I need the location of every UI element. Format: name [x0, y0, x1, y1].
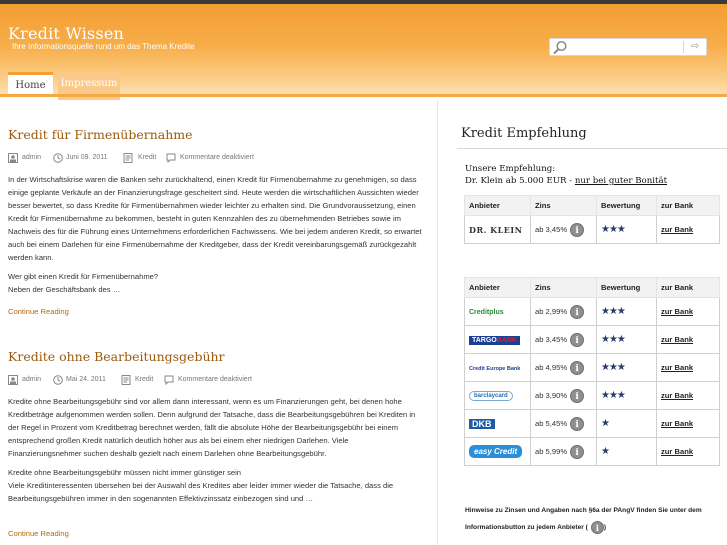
- post-date: Juni 09. 2011: [66, 154, 108, 161]
- zins-value: ab 3,90%: [535, 390, 568, 400]
- sidebar-title: Kredit Empfehlung: [461, 126, 587, 141]
- post-category[interactable]: Kredit: [135, 376, 154, 383]
- site-tagline: Ihre Informationsquelle rund um das Thema Kredite: [12, 42, 195, 51]
- sidebar-separator: [457, 148, 727, 149]
- table-row: [465, 298, 720, 326]
- rating-cell: [597, 438, 657, 466]
- bank-logo-cell: [465, 438, 531, 466]
- comments-icon: [164, 375, 174, 385]
- star-rating: ★: [601, 446, 609, 457]
- zur-bank-link[interactable]: zur Bank: [661, 447, 694, 456]
- date-icon: [53, 153, 63, 163]
- table-row: [465, 382, 720, 410]
- info-icon[interactable]: i: [570, 417, 584, 431]
- zins-value: ab 4,95%: [535, 362, 568, 372]
- zins-value: ab 3,45%: [535, 334, 568, 344]
- zur-bank-link[interactable]: zur Bank: [661, 391, 694, 400]
- comments-icon: [166, 153, 176, 163]
- info-icon: i: [591, 521, 604, 534]
- post-date: Mai 24. 2011: [66, 376, 106, 383]
- search-box: [549, 38, 707, 56]
- zins-value: ab 5,99%: [535, 446, 568, 456]
- info-icon[interactable]: i: [570, 389, 584, 403]
- rating-cell: [597, 410, 657, 438]
- bank-logo-cell: [465, 326, 531, 354]
- table-row: [465, 216, 720, 244]
- post-paragraph: Viele Kreditinteressenten übersehen bei der Auswahl des Kredites aber leider immer wieder die Tatsache, dass die Bearbeitungsgebühren immer in den sogenannten Effektivzinssatz einbezogen sind und …: [8, 481, 394, 503]
- table-row: [465, 354, 720, 382]
- rating-cell: [597, 298, 657, 326]
- zins-value: ab 5,45%: [535, 418, 568, 428]
- table-header-row: [465, 278, 720, 298]
- tab-home[interactable]: Home: [8, 72, 53, 100]
- zins-cell: [531, 410, 597, 438]
- post-paragraph: In der Wirtschaftskrise waren die Banken sehr zurückhaltend, einen Kredit für Firmenübernahme zu genehmigen, so dass einige geplante Verkäufe an der Finanzierungsfrage gescheitert sind. Heute werden die wirtschaftlichen Aussichten wieder besser bewertet, so dass Kredite für Firmenübernahmen wieder leichter zu erhalten sind. Die Grundvoraussetzung, einen Kredit für Firmenübernahme zu bekommen, besteht in guten Kennzahlen des zu übernehmenden Betriebes sowie im Nachweis des für die Führung eines Unternehmens erforderlichen Fachwissens. Wie bei jedem anderen Kredit, so erwartet auch bei einem Darlehen für eine Firmenübernahme der Kreditgeber, dass der Kredit vereinbarungsgemäß zurückgezahlt werden kann.: [8, 175, 422, 262]
- dr-klein-logo[interactable]: DR. KLEIN: [469, 224, 523, 235]
- info-icon[interactable]: i: [570, 333, 584, 347]
- bank-logo-cell: [465, 354, 531, 382]
- zur-bank-link[interactable]: zur Bank: [661, 225, 694, 234]
- zins-cell: [531, 438, 597, 466]
- zins-value: ab 3,45%: [535, 224, 568, 234]
- footnote-end: ): [603, 524, 607, 531]
- star-rating: ★★★: [601, 362, 625, 373]
- post-title[interactable]: Kredit für Firmenübernahme: [8, 127, 193, 142]
- post-comments: Kommentare deaktiviert: [178, 376, 252, 383]
- link-cell: [657, 216, 720, 244]
- easycredit-logo[interactable]: easy Credit: [469, 445, 522, 458]
- recommendation-text: [465, 175, 667, 187]
- rating-cell: [597, 326, 657, 354]
- footnote-text: Hinweise zu Zinsen und Angaben nach §6a der PAngV finden Sie unter dem Informationsbutton zu jedem Anbieter (: [465, 507, 702, 531]
- top-offer-table: [464, 195, 720, 244]
- post-paragraph: Kredite ohne Bearbeitungsgebühr sind vor allem dann interessant, wenn es um Finanzierungen geht, bei denen hohe Kreditbeträge aufgenommen werden sollen. Denn aufgrund der Tatsache, dass die Bearbeitungsgebühren bei Krediten in der Regel in Prozent vom Kreditbetrag berechnet werden, fällt die absolute Höhe der Bearbeitungsgebühr bei einem entsprechend großen Kredit natürlich deutlich höher aus als bei einem eher niedrigen Darlehen. Viele Finanzierungsnehmer suchen deshalb gezielt nach einem Darlehen ohne Bearbeitungsgebühr.: [8, 397, 416, 458]
- link-cell: [657, 410, 720, 438]
- link-cell: [657, 326, 720, 354]
- recommendation: [465, 163, 667, 187]
- zins-cell: [531, 216, 597, 244]
- bank-logo-cell: [465, 298, 531, 326]
- link-cell: [657, 298, 720, 326]
- col-header-zur-bank: zur Bank: [657, 278, 720, 298]
- post-category[interactable]: Kredit: [138, 154, 157, 161]
- date-icon: [53, 375, 63, 385]
- barclaycard-logo[interactable]: barclaycard: [469, 391, 513, 401]
- star-rating: ★: [601, 418, 609, 429]
- rating-cell: [597, 382, 657, 410]
- zur-bank-link[interactable]: zur Bank: [661, 419, 694, 428]
- credit-europe-bank-logo[interactable]: Credit Europe Bank: [469, 366, 521, 372]
- recommendation-label: Unsere Empfehlung:: [465, 164, 556, 174]
- zins-value: ab 2,99%: [535, 306, 568, 316]
- tab-impressum[interactable]: Impressum: [58, 72, 120, 100]
- star-rating: ★★★: [601, 224, 625, 235]
- creditplus-logo[interactable]: Creditplus: [469, 309, 504, 316]
- link-cell: [657, 354, 720, 382]
- col-header-zins: Zins: [531, 196, 597, 216]
- footnote: [465, 502, 723, 536]
- search-icon: [552, 40, 568, 55]
- bank-logo-cell: [465, 382, 531, 410]
- post-paragraph: Kredite ohne Bearbeitungsgebühr müssen nicht immer günstiger sein: [8, 468, 242, 477]
- post-paragraph: Wer gibt einen Kredit für Firmenübernahme?: [8, 272, 159, 281]
- table-row: [465, 438, 720, 466]
- zur-bank-link[interactable]: zur Bank: [661, 307, 694, 316]
- post-meta: [8, 374, 428, 386]
- zins-cell: [531, 354, 597, 382]
- link-cell: [657, 382, 720, 410]
- table-row: [465, 326, 720, 354]
- continue-reading-link[interactable]: Continue Reading: [8, 529, 69, 538]
- zur-bank-link[interactable]: zur Bank: [661, 363, 694, 372]
- targobank-logo-text: TARGO: [472, 336, 497, 344]
- col-header-bewertung: Bewertung: [597, 196, 657, 216]
- info-icon[interactable]: i: [570, 305, 584, 319]
- category-icon: [121, 375, 131, 385]
- rating-cell: [597, 354, 657, 382]
- offers-table: [464, 277, 720, 466]
- post-author[interactable]: admin: [22, 154, 42, 161]
- info-icon[interactable]: i: [570, 361, 584, 375]
- star-rating: ★★★: [601, 334, 625, 345]
- author-icon: [8, 375, 18, 385]
- star-rating: ★★★: [601, 390, 625, 401]
- col-header-zur-bank: zur Bank: [657, 196, 720, 216]
- recommendation-link[interactable]: nur bei guter Bonität: [574, 176, 668, 186]
- col-header-anbieter: Anbieter: [465, 196, 531, 216]
- bank-logo-cell: [465, 216, 531, 244]
- nav-underline: [0, 94, 727, 97]
- site-header: [0, 4, 727, 96]
- search-input[interactable]: [570, 40, 680, 54]
- targobank-logo[interactable]: [469, 336, 520, 345]
- rating-cell: [597, 216, 657, 244]
- post-author[interactable]: admin: [22, 376, 42, 383]
- col-header-zins: Zins: [531, 278, 597, 298]
- table-row: [465, 410, 720, 438]
- post-body: [8, 395, 423, 505]
- col-header-anbieter: Anbieter: [465, 278, 531, 298]
- recommendation-offer: Dr. Klein ab 5.000 EUR -: [465, 176, 573, 186]
- category-icon: [123, 153, 133, 163]
- zins-cell: [531, 382, 597, 410]
- post-paragraph: Neben der Geschäftsbank des …: [8, 285, 121, 294]
- site-title[interactable]: Kredit Wissen: [8, 24, 125, 43]
- continue-reading-link[interactable]: Continue Reading: [8, 307, 69, 316]
- search-submit-icon[interactable]: ⇨: [690, 41, 700, 52]
- table-header-row: [465, 196, 720, 216]
- info-icon[interactable]: i: [570, 223, 584, 237]
- post-meta: [8, 152, 428, 164]
- sidebar-divider: [437, 100, 438, 545]
- zur-bank-link[interactable]: zur Bank: [661, 335, 694, 344]
- col-header-bewertung: Bewertung: [597, 278, 657, 298]
- post-body: [8, 173, 423, 296]
- info-icon[interactable]: i: [570, 445, 584, 459]
- star-rating: ★★★: [601, 306, 625, 317]
- link-cell: [657, 438, 720, 466]
- zins-cell: [531, 326, 597, 354]
- post-comments: Kommentare deaktiviert: [180, 154, 254, 161]
- search-separator: [683, 41, 684, 53]
- author-icon: [8, 153, 18, 163]
- zins-cell: [531, 298, 597, 326]
- dkb-logo[interactable]: DKB: [469, 419, 495, 429]
- targobank-logo-text-2: BANK: [496, 336, 517, 344]
- post-title[interactable]: Kredite ohne Bearbeitungsgebühr: [8, 349, 225, 364]
- bank-logo-cell: [465, 410, 531, 438]
